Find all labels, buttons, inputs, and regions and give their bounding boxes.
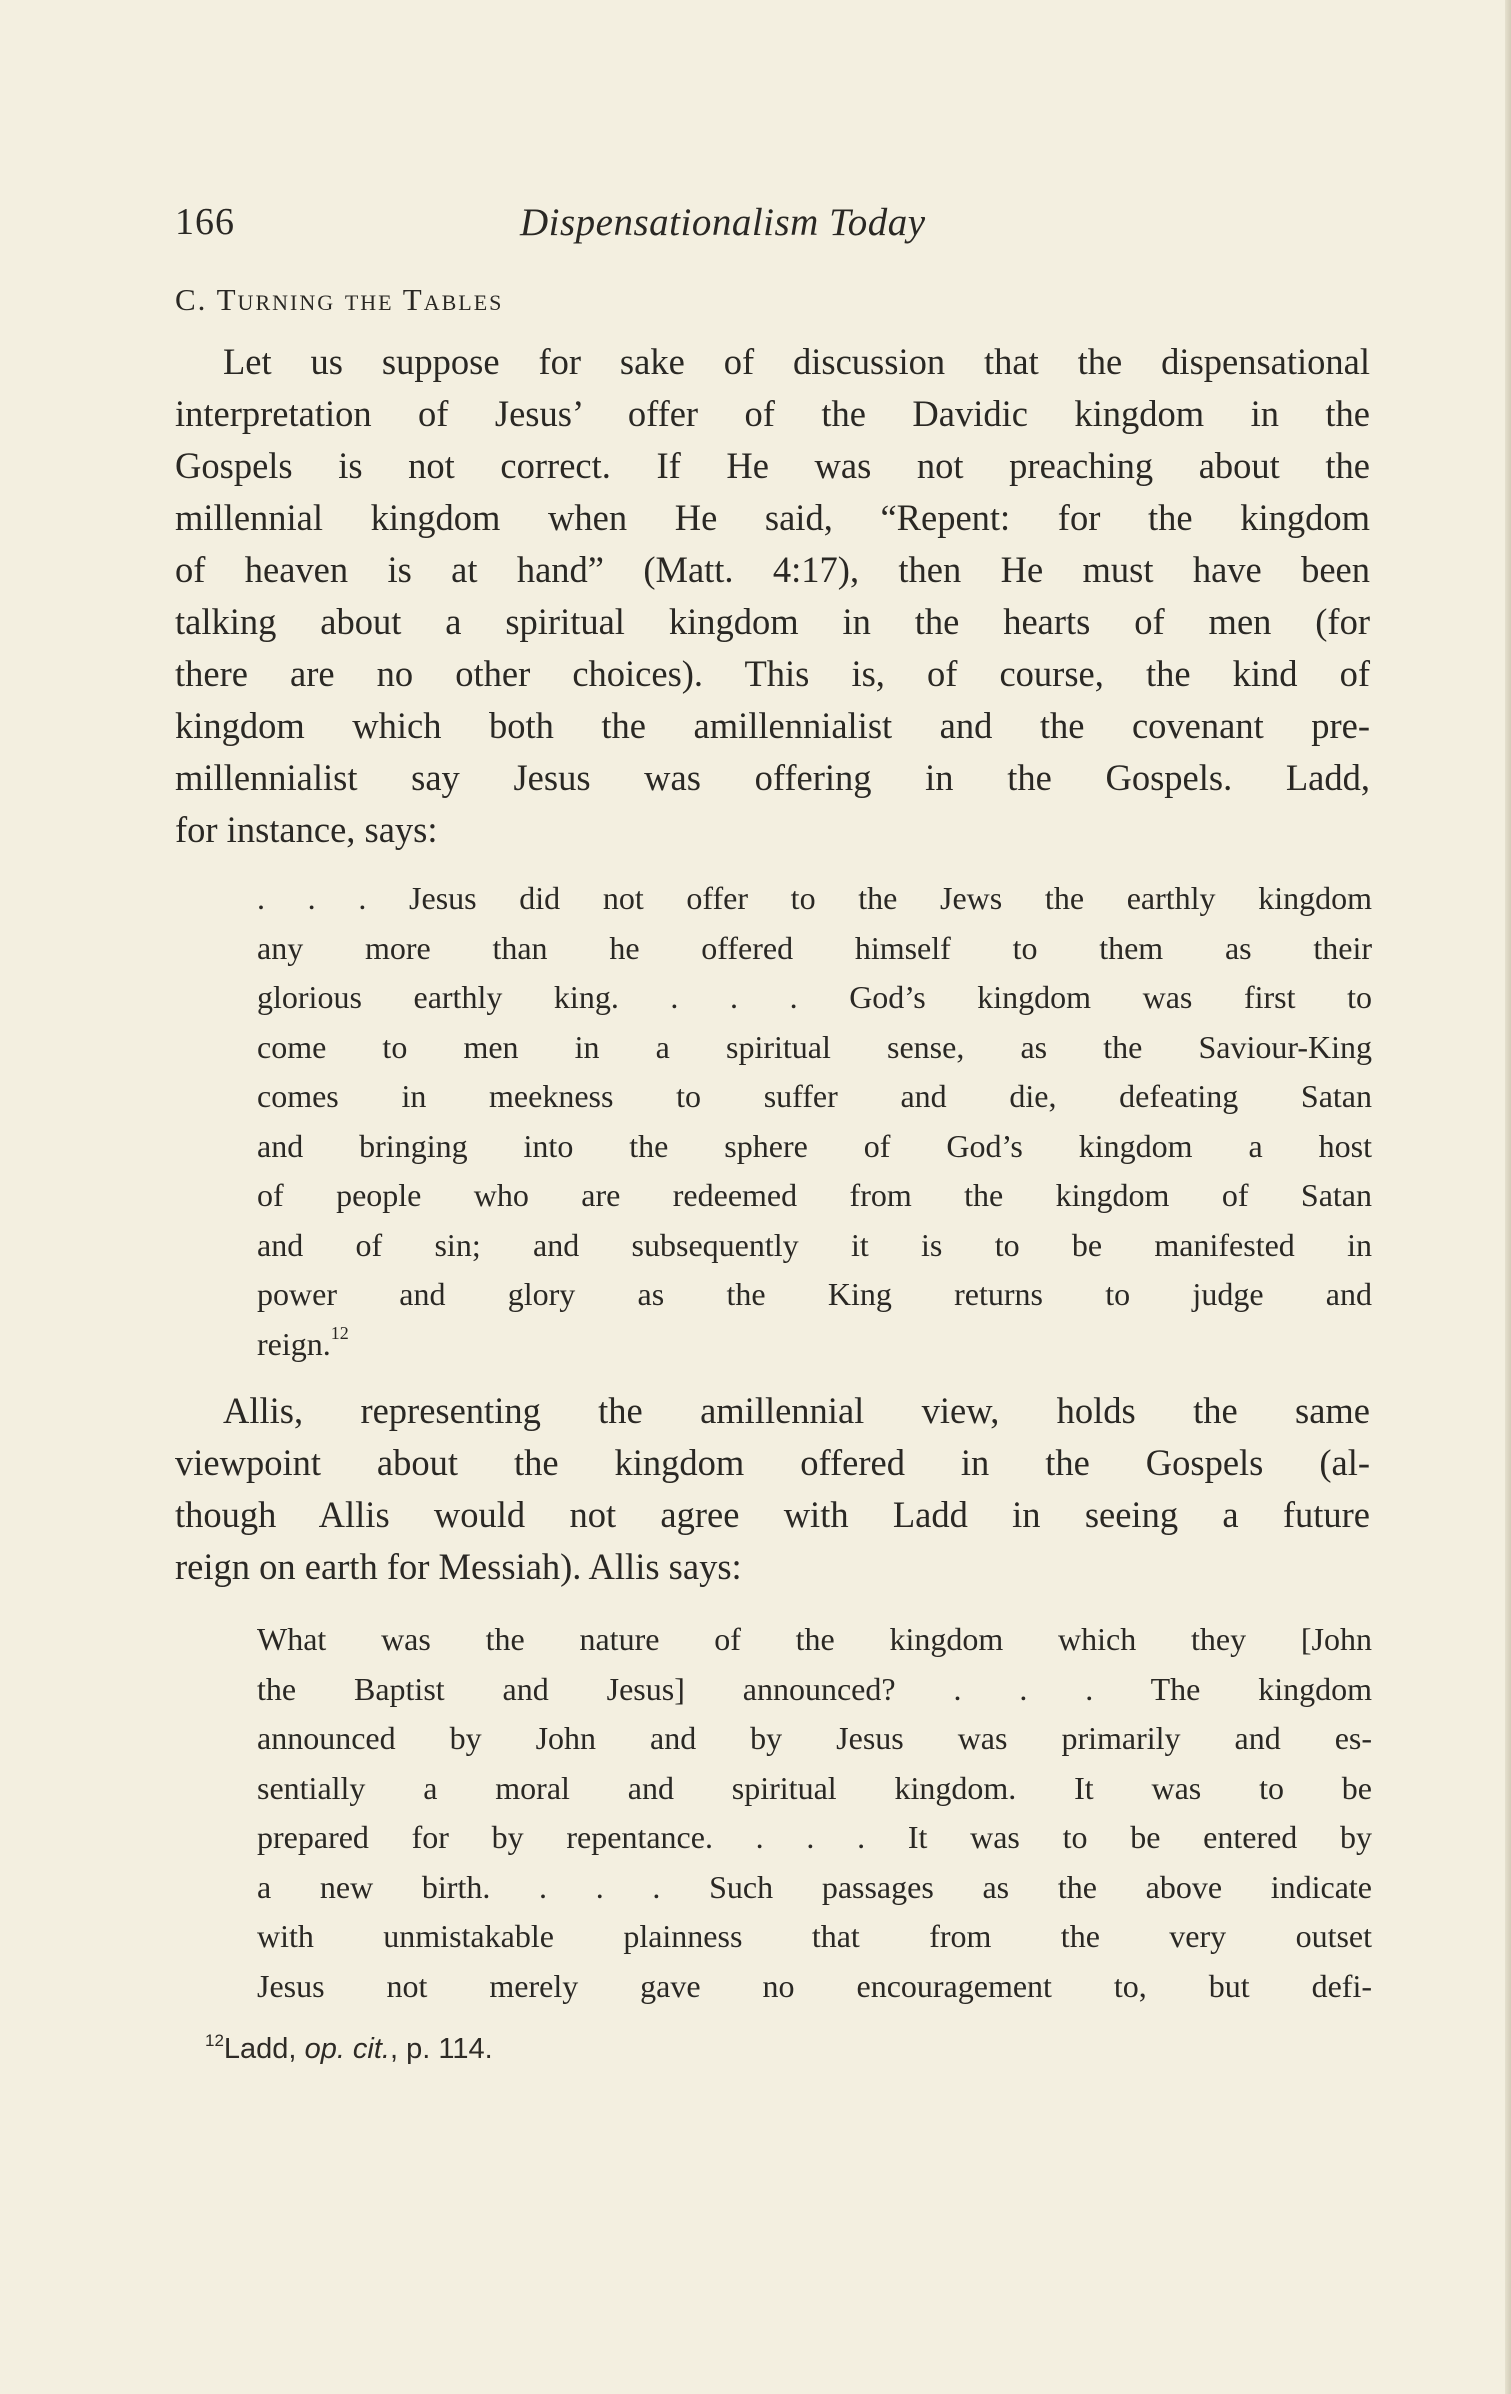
quote-line: any more than he offered himself to them as their (257, 929, 1372, 966)
footnote-abbrev: op. cit. (304, 2033, 390, 2065)
text-line: kingdom which both the amillennialist and the covenant pre- (175, 705, 1370, 746)
text-line: viewpoint about the kingdom offered in the Gospels (al- (175, 1442, 1370, 1483)
page-number: 166 (175, 201, 235, 243)
running-head (175, 200, 1375, 260)
quote-line: the Baptist and Jesus] announced? . . . The kingdom (257, 1670, 1372, 1707)
quote-line: with unmistakable plainness that from the very outset (257, 1918, 1372, 1954)
quote-line: and bringing into the sphere of God’s kingdom a host (257, 1127, 1372, 1164)
text-line: talking about a spiritual kingdom in the hearts of men (for (175, 601, 1370, 642)
quote-line: prepared for by repentance. . . . It was to be entered by (257, 1819, 1372, 1855)
quote-line: and of sin; and subsequently it is to be manifested in (257, 1226, 1372, 1263)
text-line: Gospels is not correct. If He was not preaching about the (175, 445, 1370, 486)
text-line: Allis, representing the amillennial view, holds the same (223, 1390, 1370, 1431)
quote-line (257, 1320, 1372, 1370)
paragraph-1 (175, 336, 1370, 856)
text-line: millennial kingdom when He said, “Repent: for the kingdom (175, 497, 1370, 538)
quote-line: Jesus not merely gave no encouragement to, but defi- (257, 1967, 1372, 2004)
book-title: Dispensationalism Today (520, 201, 926, 244)
footnote-page: , p. 114. (390, 2033, 493, 2065)
text-line: though Allis would not agree with Ladd in seeing a future (175, 1494, 1370, 1535)
text-line: interpretation of Jesus’ offer of the Davidic kingdom in the (175, 393, 1370, 434)
footnote-author: Ladd, (223, 2033, 305, 2065)
paragraph-2 (175, 1385, 1370, 1593)
book-page (175, 200, 1375, 2066)
quote-line: a new birth. . . . Such passages as the above indicate (257, 1868, 1372, 1905)
page-edge-shadow (1505, 0, 1511, 2394)
quote-line: of people who are redeemed from the kingdom of Satan (257, 1177, 1372, 1213)
quote-line: comes in meekness to suffer and die, defeating Satan (257, 1078, 1372, 1114)
quote-line: What was the nature of the kingdom which they [John (257, 1621, 1372, 1657)
text-line: Let us suppose for sake of discussion that the dispensational (223, 341, 1370, 382)
footnote-ref: 12 (330, 1322, 349, 1343)
quote-line: glorious earthly king. . . . God’s kingdom was first to (257, 979, 1372, 1015)
footnote-number: 12 (205, 2031, 224, 2050)
footnote (175, 2033, 1375, 2066)
text-line: millennialist say Jesus was offering in the Gospels. Ladd, (175, 757, 1370, 798)
text-line: for instance, says: (175, 809, 438, 850)
quote-last-word: reign. (257, 1325, 331, 1362)
block-quote-allis (175, 1615, 1372, 2011)
text-line: reign on earth for Messiah). Allis says: (175, 1546, 742, 1587)
quote-line: power and glory as the King returns to judge and (257, 1276, 1372, 1312)
text-line: of heaven is at hand” (Matt. 4:17), then He must have been (175, 549, 1370, 590)
quote-line: come to men in a spiritual sense, as the Saviour-King (257, 1028, 1372, 1065)
section-heading: C. Turning the Tables (175, 282, 504, 317)
quote-line: announced by John and by Jesus was primarily and es- (257, 1720, 1372, 1756)
text-line: there are no other choices). This is, of course, the kind of (175, 653, 1370, 694)
block-quote-ladd (175, 874, 1372, 1369)
quote-line: sentially a moral and spiritual kingdom. It was to be (257, 1769, 1372, 1806)
quote-line: . . . Jesus did not offer to the Jews the earthly kingdom (257, 880, 1372, 916)
